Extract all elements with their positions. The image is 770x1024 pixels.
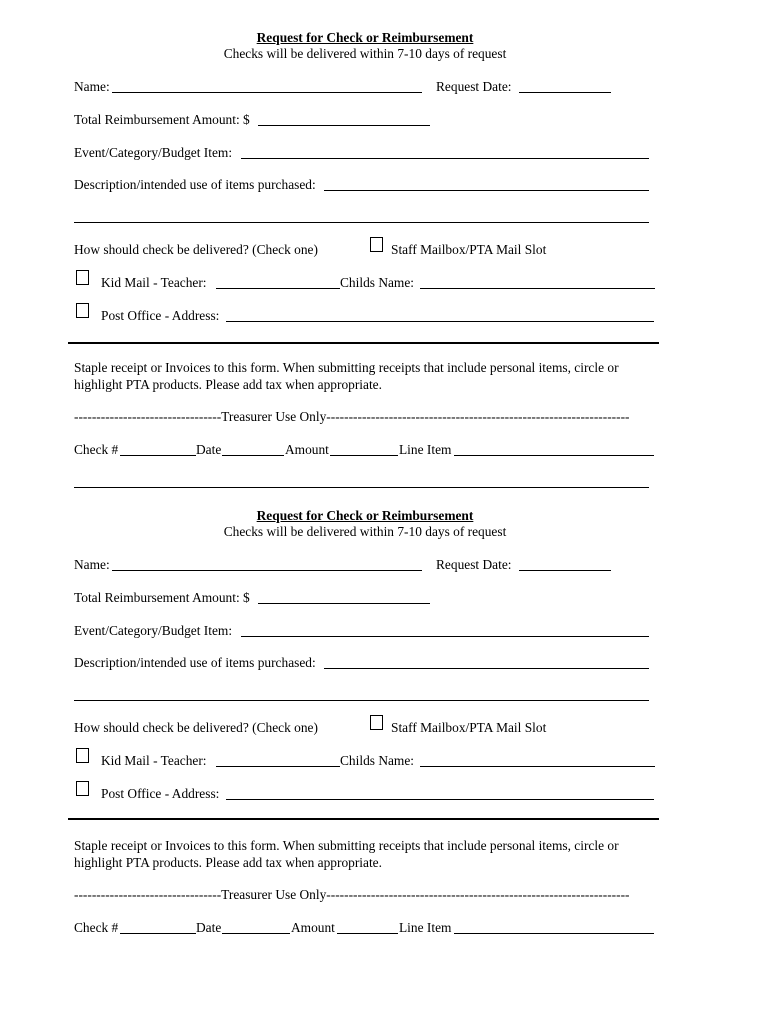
treasurer-divider bbox=[74, 887, 654, 903]
amount-label: Amount bbox=[291, 920, 335, 935]
reimbursement-form-2 bbox=[0, 478, 770, 956]
name-field[interactable] bbox=[112, 92, 422, 93]
event-category-field[interactable] bbox=[241, 636, 649, 637]
check-number-label: Check # bbox=[74, 920, 119, 935]
childs-name-field[interactable] bbox=[420, 288, 655, 289]
kid-mail-checkbox[interactable] bbox=[76, 748, 89, 763]
date-label: Date bbox=[196, 442, 222, 457]
total-amount-label: Total Reimbursement Amount: $ bbox=[74, 112, 250, 127]
form-title: Request for Check or Reimbursement bbox=[256, 508, 474, 523]
amount-field[interactable] bbox=[337, 933, 398, 934]
treasurer-dashes-right: -------------------------------------------------------------------- bbox=[326, 409, 630, 424]
check-number-field[interactable] bbox=[120, 933, 196, 934]
event-category-label: Event/Category/Budget Item: bbox=[74, 623, 233, 638]
date-field[interactable] bbox=[222, 455, 284, 456]
treasurer-dashes-right: -------------------------------------------------------------------- bbox=[326, 887, 630, 902]
address-field[interactable] bbox=[226, 321, 654, 322]
total-amount-label: Total Reimbursement Amount: $ bbox=[74, 590, 250, 605]
line-item-field[interactable] bbox=[454, 933, 654, 934]
post-office-checkbox[interactable] bbox=[76, 781, 89, 796]
staple-note-line-2: highlight PTA products. Please add tax when appropriate. bbox=[74, 855, 382, 870]
treasurer-use-only-label: Treasurer Use Only bbox=[221, 409, 327, 424]
childs-name-label: Childs Name: bbox=[340, 753, 415, 768]
check-number-field[interactable] bbox=[120, 455, 196, 456]
kid-mail-label: Kid Mail - Teacher: bbox=[101, 753, 207, 768]
childs-name-label: Childs Name: bbox=[340, 275, 415, 290]
name-label: Name: bbox=[74, 557, 110, 572]
line-item-label: Line Item bbox=[399, 920, 452, 935]
request-date-label: Request Date: bbox=[436, 79, 512, 94]
description-field[interactable] bbox=[324, 668, 649, 669]
staple-note-line-1: Staple receipt or Invoices to this form. When submitting receipts that include personal items, circle or bbox=[74, 838, 619, 853]
reimbursement-form-1 bbox=[0, 0, 770, 478]
date-field[interactable] bbox=[222, 933, 290, 934]
section-divider bbox=[68, 818, 659, 820]
request-date-field[interactable] bbox=[519, 92, 611, 93]
line-item-field[interactable] bbox=[454, 455, 654, 456]
description-field-line-2[interactable] bbox=[74, 222, 649, 223]
staff-mailbox-checkbox[interactable] bbox=[370, 237, 383, 252]
section-divider bbox=[68, 342, 659, 344]
staff-mailbox-label: Staff Mailbox/PTA Mail Slot bbox=[391, 242, 547, 257]
post-office-label: Post Office - Address: bbox=[101, 308, 220, 323]
treasurer-divider bbox=[74, 409, 654, 425]
description-field[interactable] bbox=[324, 190, 649, 191]
staff-mailbox-checkbox[interactable] bbox=[370, 715, 383, 730]
staple-note-line-2: highlight PTA products. Please add tax when appropriate. bbox=[74, 377, 382, 392]
line-item-label: Line Item bbox=[399, 442, 452, 457]
teacher-field[interactable] bbox=[216, 766, 340, 767]
kid-mail-label: Kid Mail - Teacher: bbox=[101, 275, 207, 290]
name-label: Name: bbox=[74, 79, 110, 94]
event-category-field[interactable] bbox=[241, 158, 649, 159]
total-amount-field[interactable] bbox=[258, 603, 430, 604]
address-field[interactable] bbox=[226, 799, 654, 800]
name-field[interactable] bbox=[112, 570, 422, 571]
staple-note-line-1: Staple receipt or Invoices to this form. When submitting receipts that include personal items, circle or bbox=[74, 360, 619, 375]
form-subtitle: Checks will be delivered within 7-10 days of request bbox=[223, 46, 507, 61]
request-date-label: Request Date: bbox=[436, 557, 512, 572]
event-category-label: Event/Category/Budget Item: bbox=[74, 145, 233, 160]
amount-field[interactable] bbox=[330, 455, 398, 456]
date-label: Date bbox=[196, 920, 222, 935]
amount-label: Amount bbox=[285, 442, 329, 457]
description-label: Description/intended use of items purchased: bbox=[74, 177, 316, 192]
total-amount-field[interactable] bbox=[258, 125, 430, 126]
post-office-checkbox[interactable] bbox=[76, 303, 89, 318]
delivery-question: How should check be delivered? (Check one) bbox=[74, 720, 318, 735]
request-date-field[interactable] bbox=[519, 570, 611, 571]
childs-name-field[interactable] bbox=[420, 766, 655, 767]
description-field-line-2[interactable] bbox=[74, 700, 649, 701]
delivery-question: How should check be delivered? (Check one) bbox=[74, 242, 318, 257]
staff-mailbox-label: Staff Mailbox/PTA Mail Slot bbox=[391, 720, 547, 735]
teacher-field[interactable] bbox=[216, 288, 340, 289]
treasurer-dashes-left: --------------------------------- bbox=[74, 887, 222, 902]
treasurer-dashes-left: --------------------------------- bbox=[74, 409, 222, 424]
check-number-label: Check # bbox=[74, 442, 119, 457]
form-title: Request for Check or Reimbursement bbox=[256, 30, 474, 45]
description-label: Description/intended use of items purchased: bbox=[74, 655, 316, 670]
kid-mail-checkbox[interactable] bbox=[76, 270, 89, 285]
treasurer-use-only-label: Treasurer Use Only bbox=[221, 887, 327, 902]
post-office-label: Post Office - Address: bbox=[101, 786, 220, 801]
form-subtitle: Checks will be delivered within 7-10 days of request bbox=[223, 524, 507, 539]
